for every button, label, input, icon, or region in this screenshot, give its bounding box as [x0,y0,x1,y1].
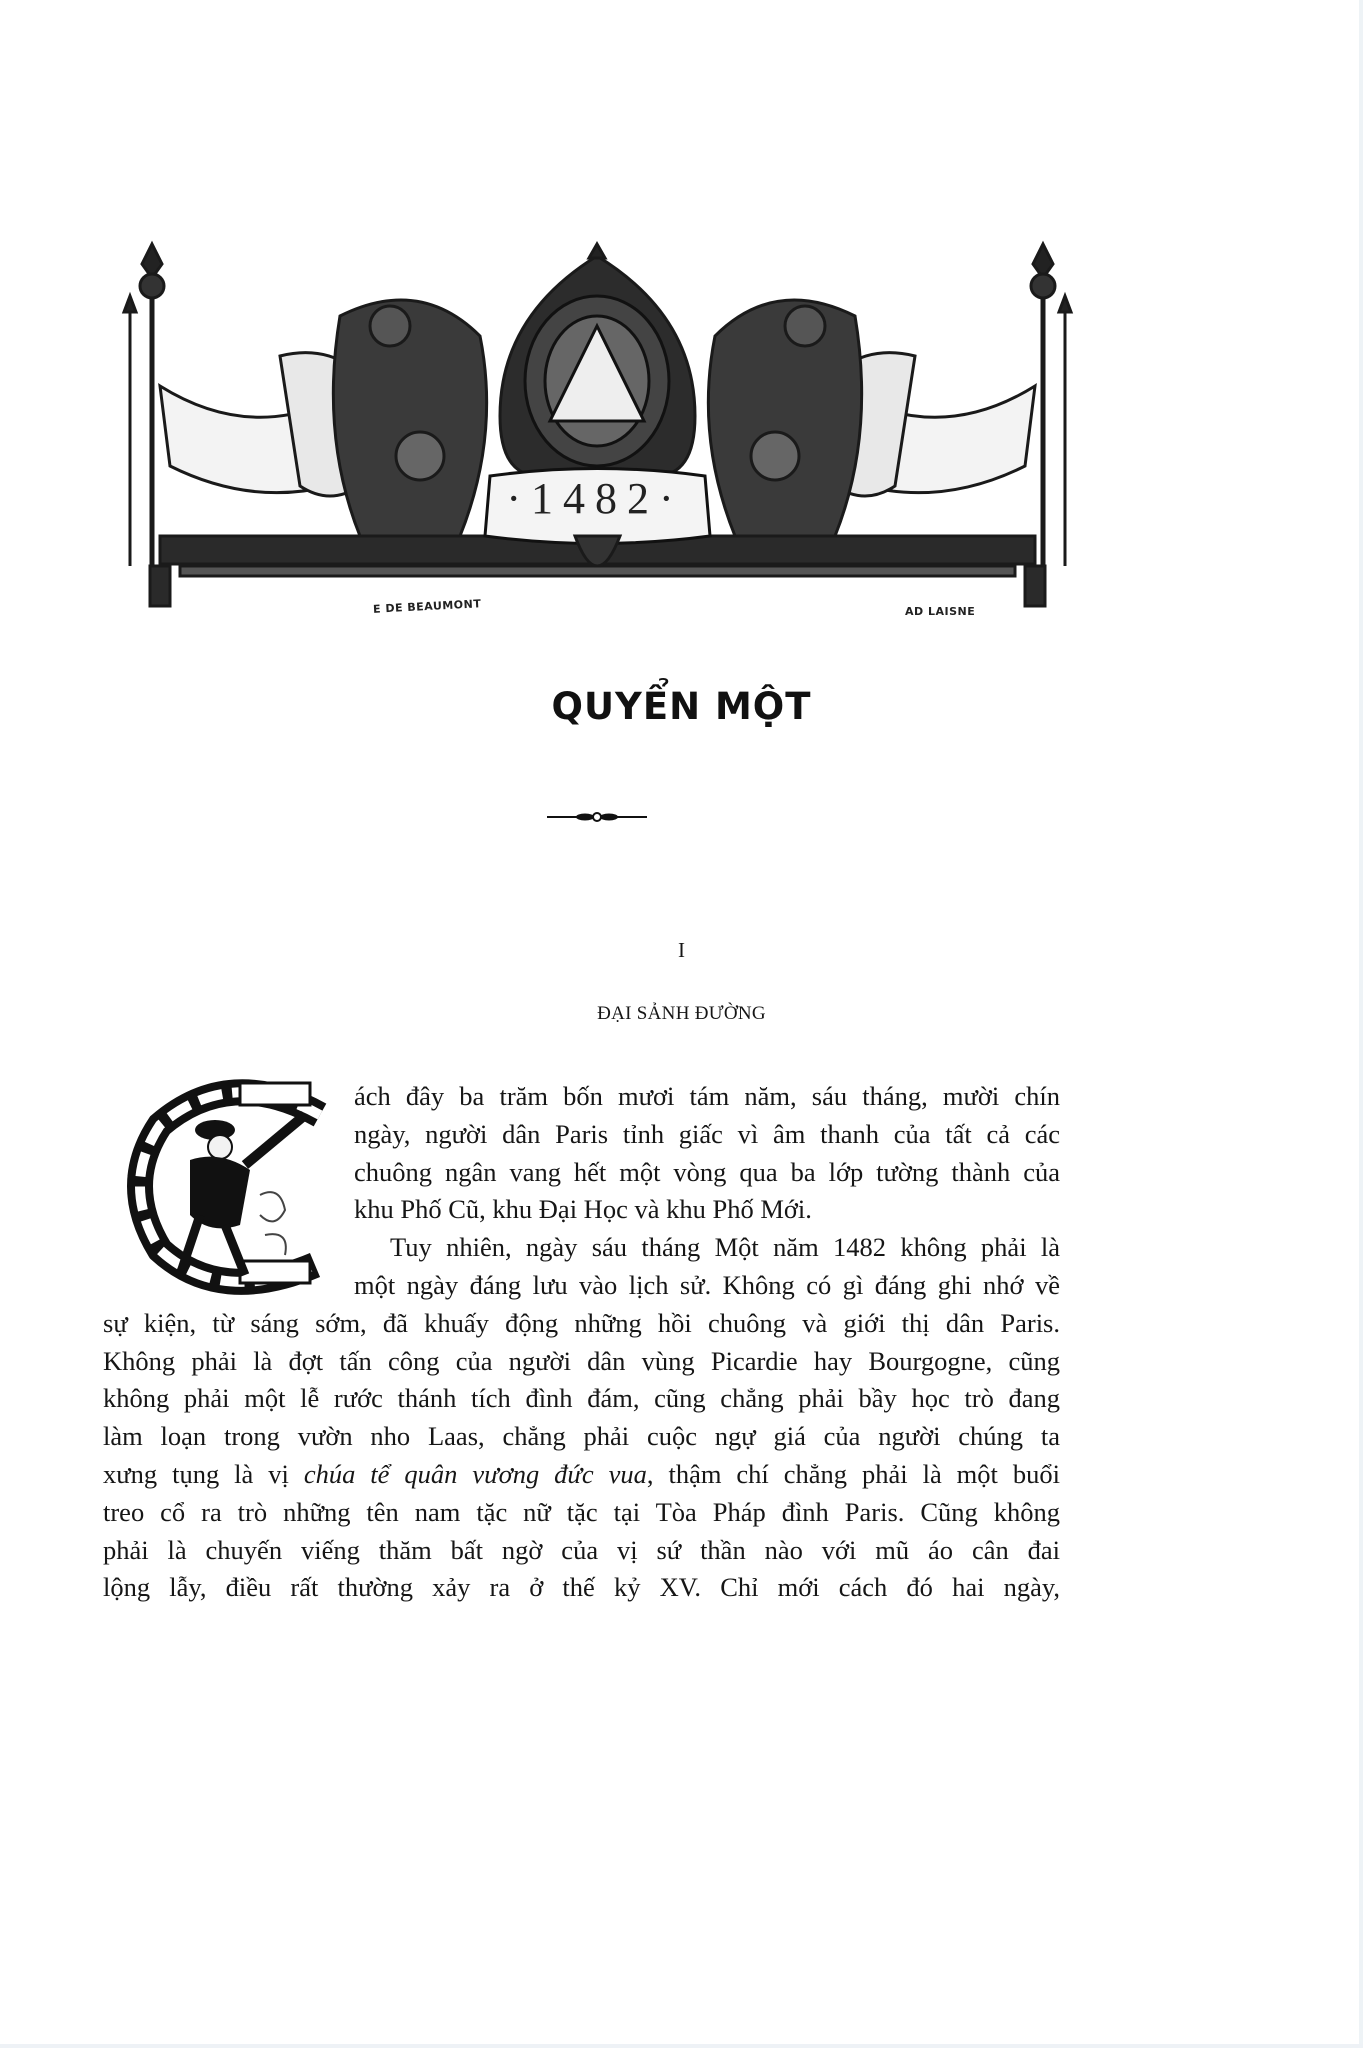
text-line: chuông ngân vang hết một vòng qua ba lớp tường thành của [354,1156,1060,1187]
text-line: Không phải là đợt tấn công của người dân vùng Picardie hay Bourgogne, cũng [103,1345,1060,1376]
text-line: phải là chuyến viếng thăm bất ngờ của vị sứ thần nào với mũ áo cân đai [103,1534,1060,1565]
page-edge [0,2044,1363,2048]
chapter-title: ĐẠI SẢNH ĐƯỜNG [597,1003,766,1024]
illustrator-credit: E DE BEAUMONT [372,597,482,616]
separator-ornament-icon [547,810,647,824]
text-line: sự kiện, từ sáng sớm, đã khuấy động những hồi chuông và giới thị dân Paris. [103,1307,1060,1338]
headpiece-year-banner: ·1482· [506,473,684,523]
engraver-credit: AD LAISNE [905,605,976,618]
text-line: làm loạn trong vườn nho Laas, chẳng phải cuộc ngự giá của người chúng ta [103,1421,1060,1452]
text-line: xưng tụng là vị chúa tể quân vương đức vua, thậm chí chẳng phải là một buổi [103,1458,1060,1489]
text-line: lộng lẫy, điều rất thường xảy ra ở thế kỷ XV. Chỉ mới cách đó hai ngày, [103,1572,1060,1603]
text-line: không phải một lễ rước thánh tích đình đám, cũng chẳng phải bầy học trò đang [103,1383,1060,1414]
book-title: QUYỂN MỘT [551,684,812,728]
text-line: một ngày đáng lưu vào lịch sử. Không có gì đáng ghi nhớ về [354,1269,1060,1300]
text-line: Tuy nhiên, ngày sáu tháng Một năm 1482 không phải là [390,1232,1060,1263]
text-line: khu Phố Cũ, khu Đại Học và khu Phố Mới. [354,1194,812,1225]
text-line: ngày, người dân Paris tỉnh giấc vì âm thanh của tất cả các [354,1118,1060,1149]
chapter-body [103,1078,1060,1607]
text-line: ách đây ba trăm bốn mươi tám năm, sáu tháng, mười chín [354,1081,1060,1111]
text-line: treo cổ ra trò những tên nam tặc nữ tặc tại Tòa Pháp đình Paris. Cũng không [103,1496,1060,1527]
gothic-headpiece-illustration [120,236,1075,626]
italic-phrase: chúa tể quân vương đức vua [303,1458,647,1489]
chapter-number: I [678,938,685,962]
